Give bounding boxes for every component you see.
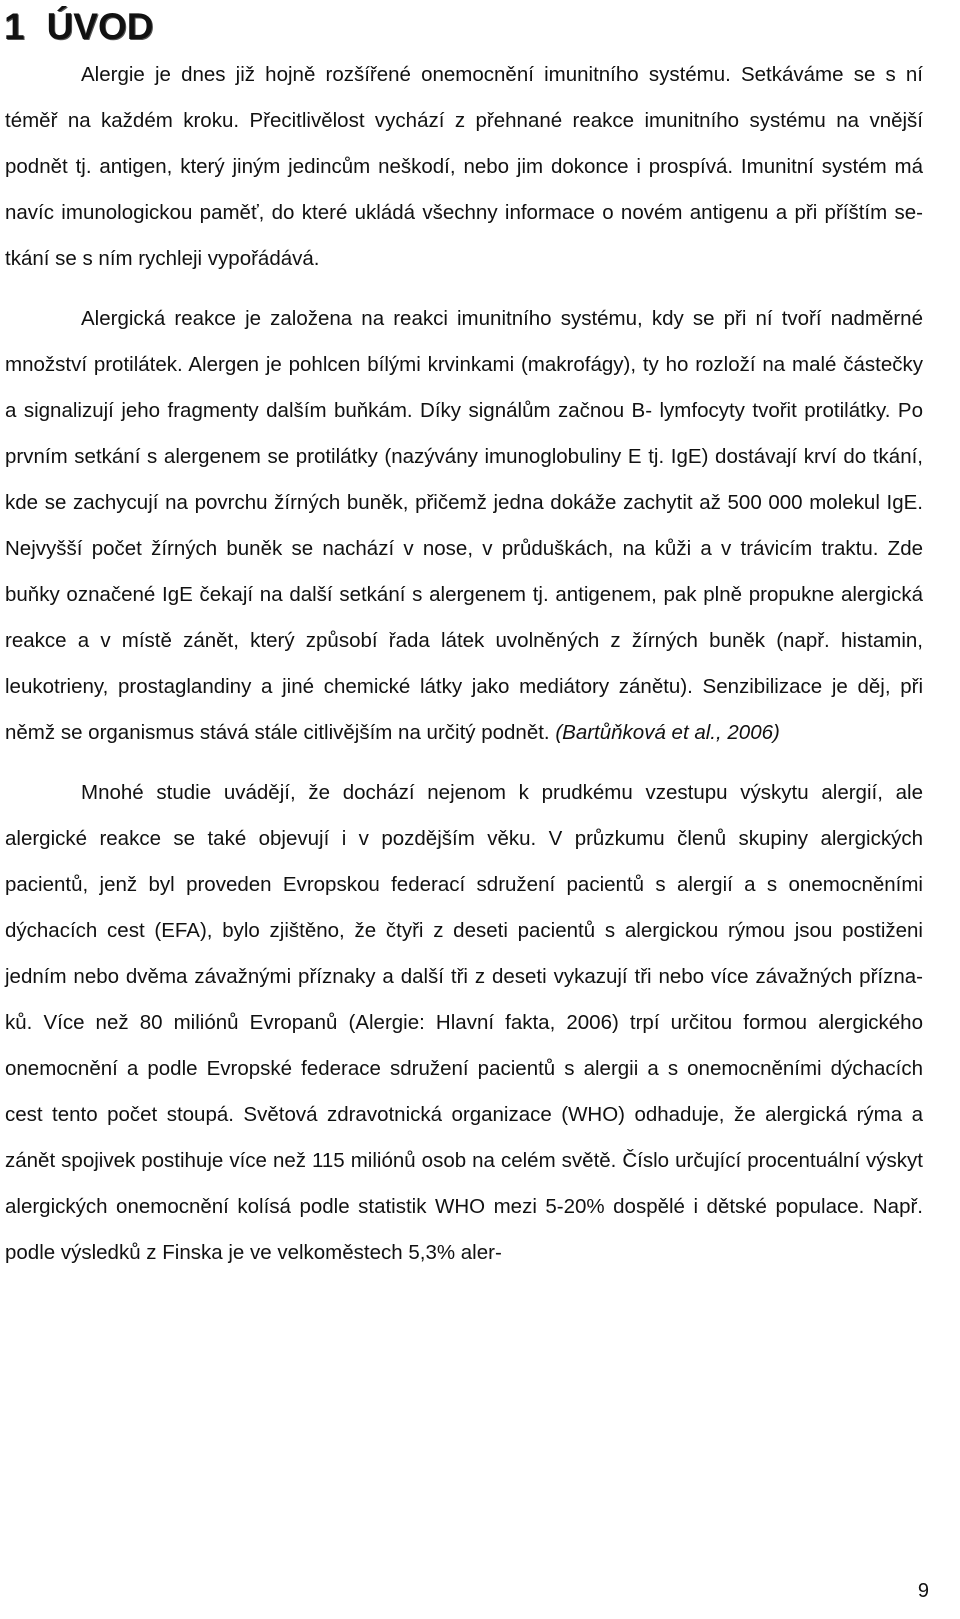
body-text: [5, 52, 923, 1276]
section-heading: [4, 2, 153, 52]
paragraph-1-text: Alergie je dnes již hojně rozšířené onemocnění imunitního systému. Setkáváme se s ní téměř na každém kroku. Přecitlivělost vychází z přehnané reakce imunitního systému na vnější podnět tj. antigen, který jiným jedincům neškodí, nebo jim dokonce i prospívá. Imunitní systém má navíc imunologickou paměť, do které ukládá všechny informace o novém antigenu a při příštím setkání se s ním rychleji vypořádává.: [5, 63, 923, 270]
section-number: 1: [4, 6, 25, 47]
paragraph-1: [5, 52, 923, 282]
section-title: ÚVOD: [46, 6, 154, 47]
paragraph-3: [5, 770, 923, 1276]
page-number: 9: [917, 1580, 929, 1602]
paragraph-2: [5, 296, 923, 756]
paragraph-2-text: Alergická reakce je založena na reakci imunitního systému, kdy se při ní tvoří nadměrné množství protilátek. Alergen je pohlcen bílými krvinkami (makrofágy), ty ho rozloží na malé částečky a signalizují jeho fragmenty dalším buňkám. Díky signálům začnou B- lymfocyty tvořit protilátky. Po prvním setkání s alergenem se protilátky (nazývány imunoglobuliny E tj. IgE) dostávají krví do tkání, kde se zachycují na povrchu žírných buněk, přičemž jedna dokáže zachytit až 500 000 molekul IgE. Nejvyšší počet žírných buněk se nachází v nose, v průduškách, na kůži a v trávicím traktu. Zde buňky označené IgE čekají na další setkání s alergenem tj. antigenem, pak plně propukne alergická reakce a v místě zánět, který způsobí řada látek uvolněných z žírných buněk (např. histamin, leukotrieny, prostaglandiny a jiné chemické látky jako mediátory zánětu). Senzibilizace je děj, při němž se organismus stává stále citlivějším na určitý podnět.: [5, 307, 923, 744]
paragraph-3-text: Mnohé studie uvádějí, že dochází nejenom k prudkému vzestupu výskytu alergií, ale alergické reakce se také objevují i v pozdějším věku. V průzkumu členů skupiny alergických pacientů, jenž byl proveden Evropskou federací sdružení pacientů s alergií a s onemocněními dýchacích cest (EFA), bylo zjištěno, že čtyři z deseti pacientů s alergickou rýmou jsou postiženi jedním nebo dvěma závažnými příznaky a další tři z deseti vykazují tři nebo více závažných příznaků. Více než 80 miliónů Evropanů (Alergie: Hlavní fakta, 2006) trpí určitou formou alergického onemocnění a podle Evropské federace sdružení pacientů s alergii a s onemocněními dýchacích cest tento počet stoupá. Světová zdravotnická organizace (WHO) odhaduje, že alergická rýma a zánět spojivek postihuje více než 115 miliónů osob na celém světě. Číslo určující procentuální výskyt alergických onemocnění kolísá podle statistik WHO mezi 5-20% dospělé i dětské populace. Např. podle výsledků z Finska je ve velkoměstech 5,3% aler-: [5, 781, 923, 1264]
paragraph-2-citation: (Bartůňková et al., 2006): [555, 721, 780, 744]
